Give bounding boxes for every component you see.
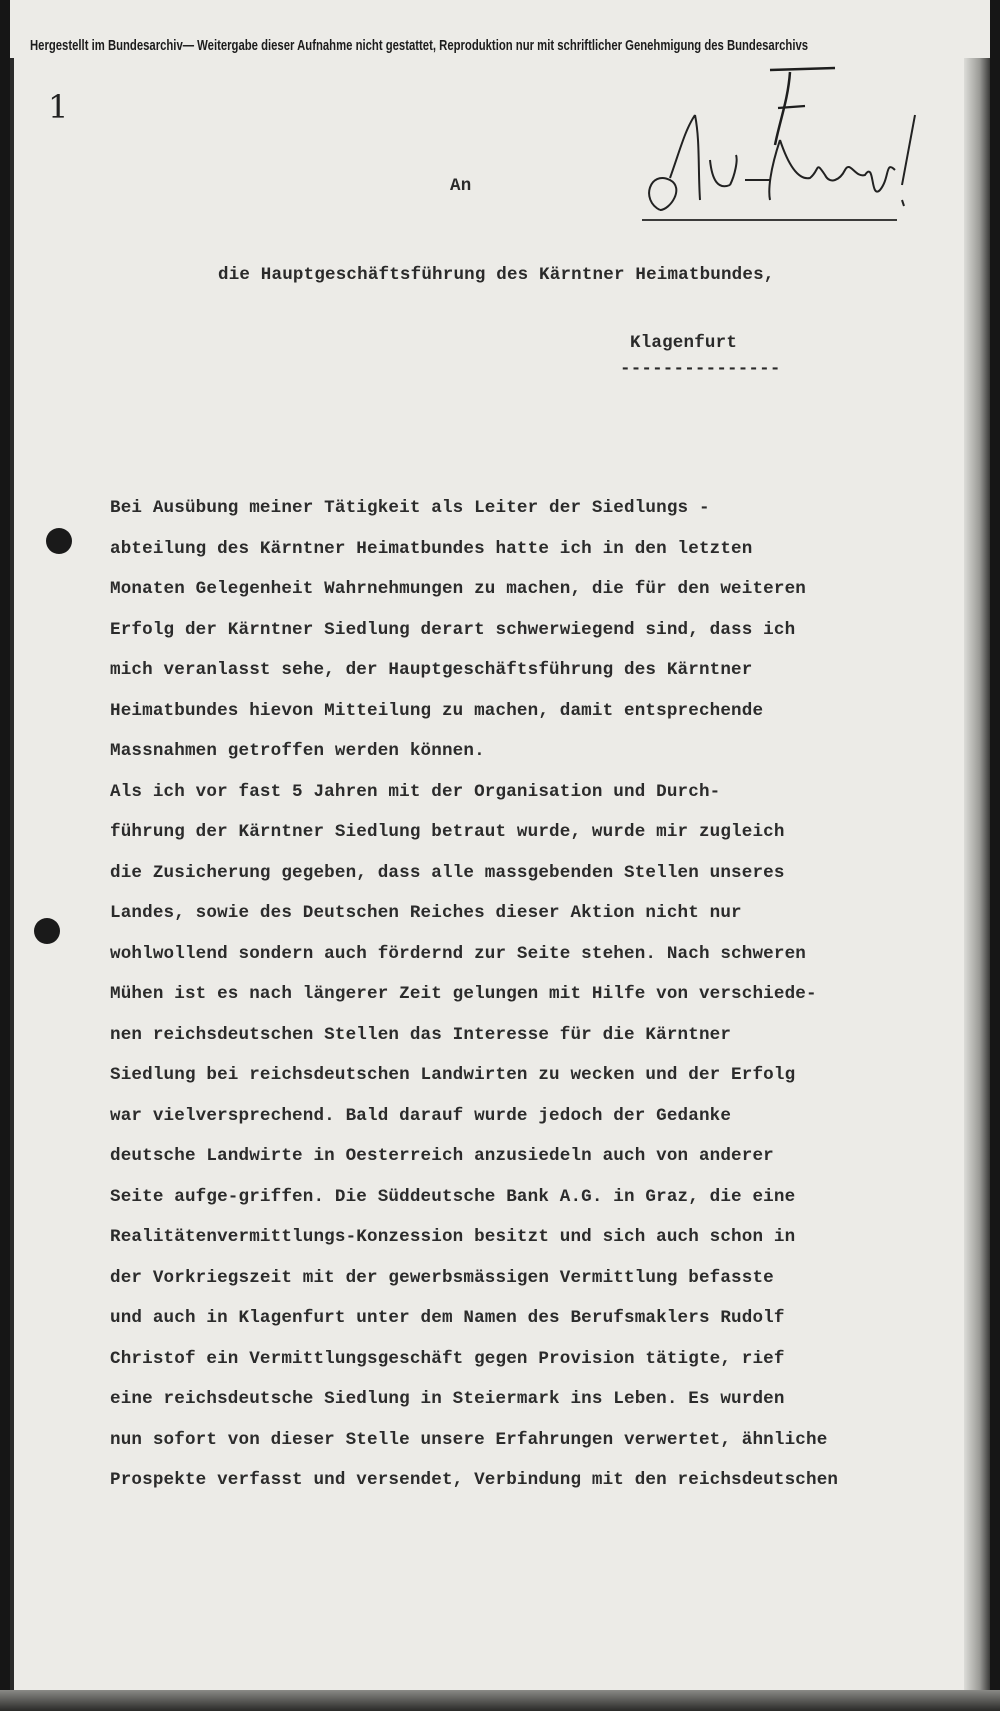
body-line: Mühen ist es nach längerer Zeit gelungen mit Hilfe von verschiede- <box>110 984 817 1004</box>
body-line: Siedlung bei reichsdeutschen Landwirten zu wecken und der Erfolg <box>110 1065 796 1085</box>
address-recipient: die Hauptgeschäftsführung des Kärntner Heimatbundes, <box>218 265 775 285</box>
body-line: Seite aufge-griffen. Die Süddeutsche Bank A.G. in Graz, die eine <box>110 1186 796 1207</box>
margin-mark: 1 <box>48 88 69 126</box>
body-line: die Zusicherung gegeben, dass alle massgebenden Stellen unseres <box>110 862 785 883</box>
punch-hole <box>34 918 60 944</box>
letter-body <box>110 488 970 1501</box>
body-line: führung der Kärntner Siedlung betraut wurde, wurde mir zugleich <box>110 822 785 842</box>
body-line: der Vorkriegszeit mit der gewerbsmässigen Vermittlung befasste <box>110 1267 774 1288</box>
page-bottom-edge <box>0 1690 1000 1711</box>
page-left-edge <box>10 58 14 1698</box>
address-city-underline: --------------- <box>620 359 781 379</box>
body-line: war vielversprechend. Bald darauf wurde jedoch der Gedanke <box>110 1105 732 1126</box>
body-line: Heimatbundes hievon Mitteilung zu machen, damit entsprechende <box>110 700 764 721</box>
body-line: Prospekte verfasst und versendet, Verbindung mit den reichsdeutschen <box>110 1470 839 1490</box>
body-line: abteilung des Kärntner Heimatbundes hatte ich in den letzten <box>110 538 753 559</box>
body-line: Monaten Gelegenheit Wahrnehmungen zu machen, die für den weiteren <box>110 579 807 599</box>
body-line: und auch in Klagenfurt unter dem Namen des Berufsmaklers Rudolf <box>110 1308 785 1328</box>
handwritten-annotation <box>640 60 940 240</box>
body-line: deutsche Landwirte in Oesterreich anzusiedeln auch von anderer <box>110 1146 774 1166</box>
body-line: Erfolg der Kärntner Siedlung derart schwerwiegend sind, dass ich <box>110 619 796 640</box>
body-line: nun sofort von dieser Stelle unsere Erfahrungen verwertet, ähnliche <box>110 1429 828 1450</box>
body-line: eine reichsdeutsche Siedlung in Steiermark ins Leben. Es wurden <box>110 1389 785 1409</box>
body-line: wohlwollend sondern auch fördernd zur Seite stehen. Nach schweren <box>110 943 807 964</box>
punch-hole <box>46 528 72 554</box>
address-prefix: An <box>450 176 472 196</box>
address-city: Klagenfurt <box>630 333 738 353</box>
body-line: Massnahmen getroffen werden können. <box>110 741 485 761</box>
body-line: Bei Ausübung meiner Tätigkeit als Leiter der Siedlungs - <box>110 498 710 518</box>
body-line: Christof ein Vermittlungsgeschäft gegen Provision tätigte, rief <box>110 1348 785 1369</box>
body-line: Als ich vor fast 5 Jahren mit der Organisation und Durch- <box>110 781 721 802</box>
archive-stamp: Hergestellt im Bundesarchiv— Weitergabe dieser Aufnahme nicht gestattet, Reproduktion nur mit schriftlicher Genehmigung des Bundesarchivs <box>30 38 809 54</box>
body-line: nen reichsdeutschen Stellen das Interesse für die Kärntner <box>110 1024 732 1045</box>
body-line: Landes, sowie des Deutschen Reiches dieser Aktion nicht nur <box>110 903 742 923</box>
body-line: Realitätenvermittlungs-Konzession besitzt und sich auch schon in <box>110 1227 796 1247</box>
body-line: mich veranlasst sehe, der Hauptgeschäftsführung des Kärntner <box>110 660 753 680</box>
